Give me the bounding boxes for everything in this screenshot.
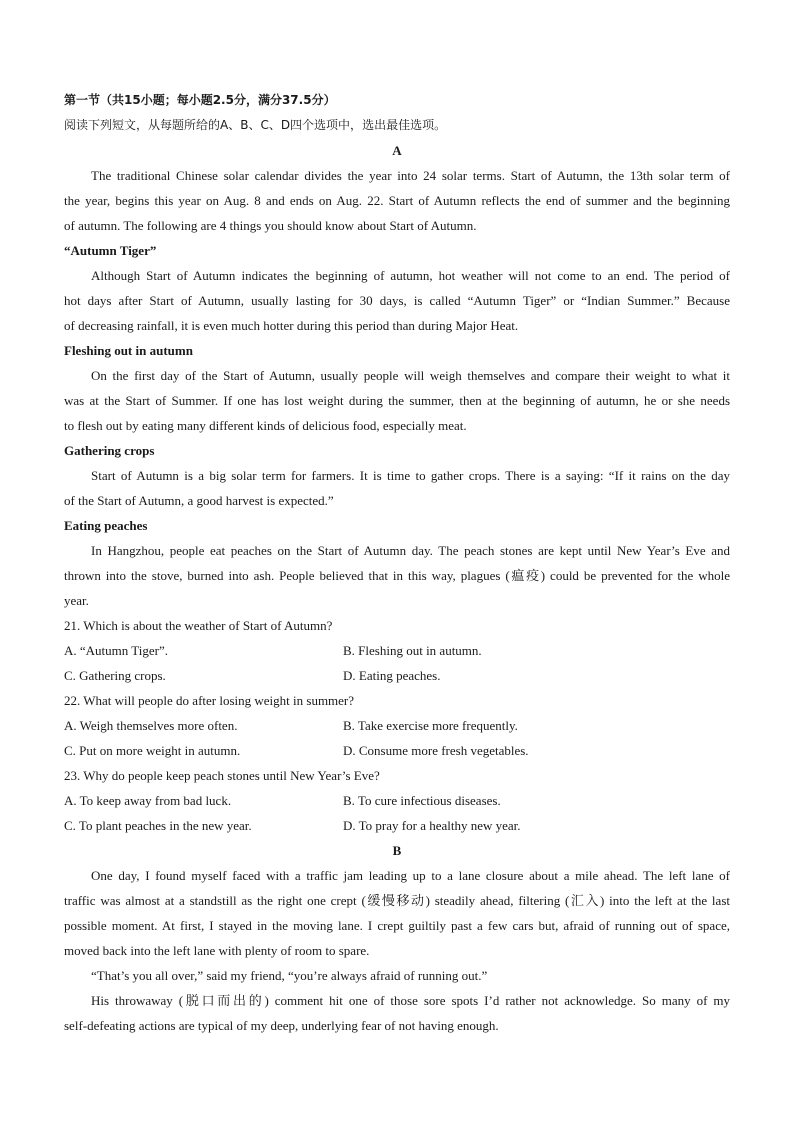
- section-title: 第一节（共15小题；每小题2.5分，满分37.5分）: [64, 93, 336, 107]
- option-b: B. To cure infectious diseases.: [343, 793, 501, 808]
- paragraph-line: On the first day of the Start of Autumn, usually people will weigh themselves and compare their weight to what it: [91, 368, 730, 383]
- paragraph-line: One day, I found myself faced with a traffic jam leading up to a lane closure about a mile ahead. The left lane of: [91, 868, 730, 883]
- passage-b-letter: B: [392, 843, 402, 858]
- option-c: C. Put on more weight in autumn.: [64, 743, 241, 758]
- paragraph-line: to flesh out by eating many different kinds of delicious food, especially meat.: [64, 418, 467, 433]
- passage-b-paragraph-2: [64, 963, 730, 988]
- option-a: A. Weigh themselves more often.: [64, 718, 238, 733]
- paragraph-line: of decreasing rainfall, it is even much hotter during this period than during Major Heat.: [64, 318, 519, 333]
- question-21: [64, 613, 730, 688]
- question-stem: 22. What will people do after losing weight in summer?: [64, 693, 355, 708]
- option-d: D. Eating peaches.: [343, 668, 441, 683]
- paragraph-line: Although Start of Autumn indicates the beginning of autumn, hot weather will not come to an end. The period of: [91, 268, 730, 283]
- paragraph-line: His throwaway (脱口而出的) comment hit one of those sore spots I’d rather not acknowledge. So many of my: [91, 993, 730, 1008]
- passage-b-paragraph-1: [64, 863, 730, 963]
- paragraph-line: the year, begins this year on Aug. 8 and ends on Aug. 22. Start of Autumn reflects the end of summer and the beginning: [64, 193, 730, 208]
- question-22: [64, 688, 730, 763]
- passage-b-paragraph-3: [64, 988, 730, 1038]
- question-23: [64, 763, 730, 838]
- paragraph-line: of the Start of Autumn, a good harvest is expected.”: [64, 493, 334, 508]
- option-row: [64, 638, 730, 663]
- passage-a-letter: A: [392, 143, 402, 158]
- option-b: B. Take exercise more frequently.: [343, 718, 518, 733]
- paragraph-line: self-defeating actions are typical of my deep, underlying fear of not having enough.: [64, 1018, 499, 1033]
- option-b: B. Fleshing out in autumn.: [343, 643, 482, 658]
- option-d: D. Consume more fresh vegetables.: [343, 743, 529, 758]
- section-instructions: 阅读下列短文，从每题所给的A、B、C、D四个选项中，选出最佳选项。: [64, 118, 447, 132]
- paragraph-line: possible moment. At first, I stayed in the moving lane. I crept guiltily past a few cars but, afraid of running out of space,: [64, 918, 730, 933]
- option-row: [64, 813, 730, 838]
- paragraph-line: “That’s you all over,” said my friend, “you’re always afraid of running out.”: [91, 968, 488, 983]
- option-c: C. To plant peaches in the new year.: [64, 818, 252, 833]
- paragraph-line: was at the Start of Summer. If one has lost weight during the summer, then at the beginning of autumn, he or she needs: [64, 393, 730, 408]
- paragraph-line: of autumn. The following are 4 things you should know about Start of Autumn.: [64, 218, 477, 233]
- option-a: A. “Autumn Tiger”.: [64, 643, 168, 658]
- option-row: [64, 738, 730, 763]
- option-d: D. To pray for a healthy new year.: [343, 818, 521, 833]
- paragraph-line: In Hangzhou, people eat peaches on the Start of Autumn day. The peach stones are kept until New Year’s Eve and: [91, 543, 730, 558]
- subheading-gathering-crops: Gathering crops: [64, 443, 155, 458]
- paragraph-line: Start of Autumn is a big solar term for farmers. It is time to gather crops. There is a saying: “If it rains on the day: [91, 468, 730, 483]
- subheading-fleshing-out: Fleshing out in autumn: [64, 343, 193, 358]
- paragraph-line: moved back into the left lane with plenty of room to spare.: [64, 943, 370, 958]
- passage-a-intro: [64, 163, 730, 238]
- option-row: [64, 663, 730, 688]
- paragraph-line: The traditional Chinese solar calendar divides the year into 24 solar terms. Start of Autumn, the 13th solar term of: [91, 168, 730, 183]
- option-c: C. Gathering crops.: [64, 668, 166, 683]
- paragraph-line: hot days after Start of Autumn, usually lasting for 30 days, is called “Autumn Tiger” or “Indian Summer.” Because: [64, 293, 730, 308]
- option-row: [64, 788, 730, 813]
- paragraph-line: traffic was almost at a standstill as the right one crept (缓慢移动) steadily ahead, filtering (汇入) into the left at the last: [64, 893, 730, 908]
- paragraph-line: year.: [64, 593, 89, 608]
- page-content: [64, 88, 730, 1038]
- subheading-eating-peaches: Eating peaches: [64, 518, 148, 533]
- subheading-autumn-tiger: “Autumn Tiger”: [64, 243, 157, 258]
- option-a: A. To keep away from bad luck.: [64, 793, 232, 808]
- option-row: [64, 713, 730, 738]
- question-stem: 23. Why do people keep peach stones until New Year’s Eve?: [64, 768, 380, 783]
- paragraph-line: thrown into the stove, burned into ash. People believed that in this way, plagues (瘟疫) could be prevented for the whole: [64, 568, 730, 583]
- question-stem: 21. Which is about the weather of Start of Autumn?: [64, 618, 333, 633]
